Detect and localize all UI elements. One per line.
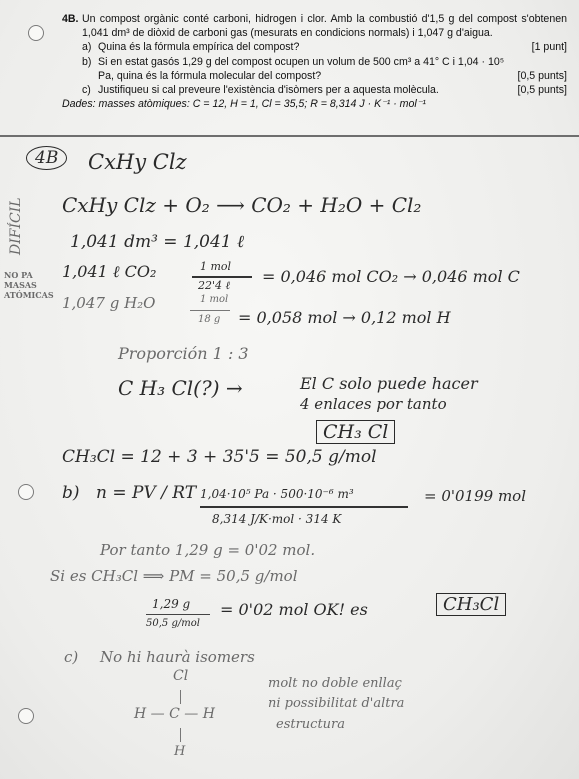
check-result: = 0'02 mol OK! es — [220, 600, 368, 619]
margin-note: NO PA MASAS ATÓMICAS — [4, 270, 54, 300]
part-c-label: c) — [64, 648, 79, 666]
ch3cl-guess: C H₃ Cl(?) → — [118, 376, 243, 400]
question-b: b) [0,5 punts] Si en estat gasós 1,29 g del compost ocupen un volum de 500 cm³ a 41° C i 1,04 · 10⁵ Pa, quina és la fórmula molecular del compost? — [82, 55, 567, 82]
part-b-label: b) — [62, 483, 80, 503]
part-b-eq: n = PV / RT — [96, 483, 197, 503]
structure-top: Cl — [173, 668, 189, 684]
given-data: Dades: masses atòmiques: C = 12, H = 1, Cl = 35,5; R = 8,314 J · K⁻¹ · mol⁻¹ — [62, 98, 426, 111]
question-c-points: [0,5 punts] — [517, 84, 567, 97]
problem-number: 4B. — [62, 13, 79, 25]
h2o-frac-num: 1 mol — [200, 294, 229, 305]
problem-statement — [62, 12, 567, 111]
question-b-points: [0,5 punts] — [517, 69, 567, 82]
combustion-equation: CxHy Clz + O₂ ⟶ CO₂ + H₂O + Cl₂ — [62, 193, 422, 217]
co2-frac-bar — [192, 276, 252, 278]
problem-text: Un compost orgànic conté carboni, hidrogen i clor. Amb la combustió d'1,5 g del compost s'obtenen 1,041 dm³ de diòxid de carboni gas (mesurats en condicions normals) i 1,047 g d'aigua. — [82, 13, 567, 40]
part-c-text: No hi haurà isomers — [100, 648, 255, 666]
proportion: Proporción 1 : 3 — [118, 344, 249, 363]
part-b-frac-den: 8,314 J/K·mol · 314 K — [212, 512, 342, 526]
co2-frac-num: 1 mol — [200, 260, 232, 273]
boxed-formula-1: CH₃ Cl — [316, 420, 395, 444]
structure-bond-bottom — [180, 728, 181, 742]
co2-result: = 0,046 mol CO₂ → 0,046 mol C — [262, 267, 520, 286]
part-b-result: = 0'0199 mol — [424, 487, 526, 505]
structure-bottom: H — [174, 744, 186, 759]
h2o-frac-bar — [190, 310, 230, 311]
answer-label-4b: 4B — [26, 148, 67, 168]
h2o-result: = 0,058 mol → 0,12 mol H — [238, 308, 451, 327]
si-es-line: Si es CH₃Cl ⟹ PM = 50,5 g/mol — [50, 567, 298, 585]
punch-hole-top — [28, 25, 44, 41]
punch-hole-bottom — [18, 708, 34, 724]
margin-dificil: DIFÍCIL — [8, 197, 24, 255]
formula-header: CxHy Clz — [88, 150, 187, 174]
boxed-formula-2: CH₃Cl — [436, 593, 506, 616]
h2o-frac-den: 18 g — [198, 314, 221, 325]
c-note-2: ni possibilitat d'altra — [268, 696, 405, 711]
structure-bond-top — [180, 690, 181, 704]
question-c: c) [0,5 punts] Justifiqueu si cal preveure l'existència d'isòmers per a aquesta molècula. — [82, 84, 567, 97]
separator-line — [0, 135, 579, 137]
c-note-3: estructura — [276, 717, 346, 732]
question-a: a) [1 punt] Quina és la fórmula empírica del compost? — [82, 41, 567, 54]
note-line-2: 4 enlaces por tanto — [300, 395, 447, 413]
h2o-calc-left: 1,047 g H₂O — [62, 294, 156, 312]
question-a-points: [1 punt] — [531, 41, 567, 54]
co2-frac-den: 22'4 ℓ — [198, 279, 231, 292]
molar-mass-line: CH₃Cl = 12 + 3 + 35'5 = 50,5 g/mol — [62, 447, 377, 467]
c-note-1: molt no doble enllaç — [268, 676, 402, 691]
structure-mid: H — C — H — [134, 706, 215, 722]
question-c-text: Justifiqueu si cal preveure l'existència d'isòmers per a aquesta molècula. — [98, 84, 439, 97]
note-line-1: El C solo puede hacer — [300, 374, 478, 393]
part-b-frac-num: 1,04·10⁵ Pa · 500·10⁻⁶ m³ — [200, 487, 354, 501]
part-b-frac-bar — [200, 506, 408, 508]
question-b-text: Si en estat gasós 1,29 g del compost ocupen un volum de 500 cm³ a 41° C i 1,04 · 10⁵ Pa, quina és la fórmula molecular del compost? — [98, 55, 505, 82]
question-a-text: Quina és la fórmula empírica del compost? — [98, 41, 300, 54]
por-tanto-line: Por tanto 1,29 g = 0'02 mol. — [100, 541, 316, 559]
check-frac-bar — [146, 614, 210, 615]
volume-conversion: 1,041 dm³ = 1,041 ℓ — [70, 232, 245, 252]
co2-calc-left: 1,041 ℓ CO₂ — [62, 262, 157, 281]
punch-hole-mid — [18, 484, 34, 500]
check-frac-num: 1,29 g — [152, 597, 191, 611]
check-frac-den: 50,5 g/mol — [146, 618, 200, 629]
